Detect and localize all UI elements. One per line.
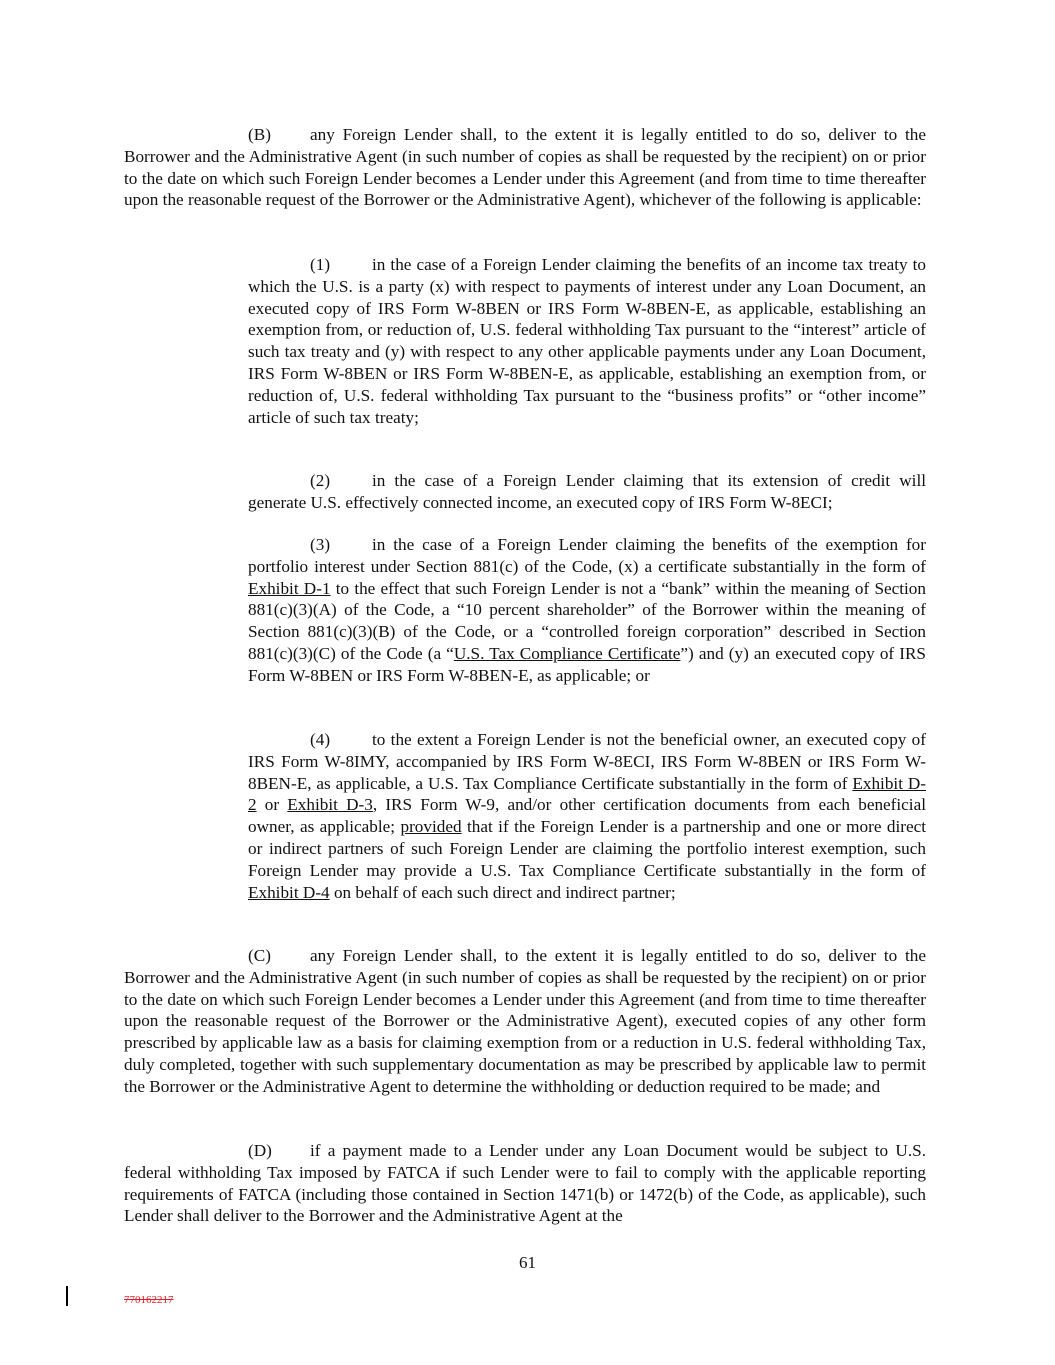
paragraph-text: , IRS Form W-9, and/or other certification documents from each beneficial owner, as applicable; (248, 795, 926, 837)
paragraph-label: (C) (248, 946, 271, 965)
provided-term: provided (400, 817, 462, 837)
paragraph-text: that if the Foreign Lender is a partnership and one or more direct or indirect partners of such Foreign Lender are claiming the portfolio interest exemption, such Foreign Lender may provide a U.S. Tax Compliance Certificate substantially in the form of (248, 817, 926, 880)
paragraph-label: (B) (248, 125, 271, 144)
revision-bar (66, 1286, 68, 1306)
tax-compliance-certificate-term: U.S. Tax Compliance Certificate (453, 643, 681, 663)
exhibit-d2-reference: Exhibit D-2 (248, 773, 926, 815)
paragraph-text: in the case of a Foreign Lender claiming the benefits of an income tax treaty to which the U.S. is a party (x) with respect to payments of interest under any Loan Document, an executed copy of IRS Form W-8BEN or IRS Form W-8BEN-E, as applicable, establishing an exemption from, or reduction of, U.S. federal withholding Tax pursuant to the “interest” article of such tax treaty and (y) with respect to any other applicable payments under any Loan Document, IRS Form W-8BEN or IRS Form W-8BEN-E, as applicable, establishing an exemption from, or reduction of, U.S. federal withholding Tax pursuant to the “business profits” or “other income” article of such tax treaty; (248, 255, 926, 427)
paragraph-text: any Foreign Lender shall, to the extent it is legally entitled to do so, deliver to the Borrower and the Administrative Agent (in such number of copies as shall be requested by the recipient) on or prior to the date on which such Foreign Lender becomes a Lender under this Agreement (and from time to time thereafter upon the reasonable request of the Borrower or the Administrative Agent), whichever of the following is applicable: (124, 125, 926, 210)
paragraph-label: (D) (248, 1141, 272, 1160)
paragraph-label: (4) (310, 730, 331, 749)
paragraph-text: any Foreign Lender shall, to the extent it is legally entitled to do so, deliver to the Borrower and the Administrative Agent (in such number of copies as shall be requested by the recipient) on or prior to the date on which such Foreign Lender becomes a Lender under this Agreement (and from time to time thereafter upon the reasonable request of the Borrower or the Administrative Agent), executed copies of any other form prescribed by applicable law as a basis for claiming exemption from or a reduction in U.S. federal withholding Tax, duly completed, together with such supplementary documentation as may be prescribed by applicable law to permit the Borrower or the Administrative Agent to determine the withholding or deduction required to be made; and (124, 946, 926, 1096)
paragraph-text: ”) and (y) an executed copy of IRS Form W-8BEN or IRS Form W-8BEN-E, as applicable; or (248, 643, 926, 685)
paragraph-b2 (248, 470, 926, 514)
paragraph-c (124, 945, 926, 1098)
page-number: 61 (519, 1253, 536, 1272)
paragraph-d (124, 1140, 926, 1227)
paragraph-text: or (256, 795, 288, 815)
paragraph-b1 (248, 254, 926, 428)
document-id: 770162217 (124, 1294, 174, 1306)
paragraph-label: (1) (310, 255, 331, 274)
paragraph-text: to the effect that such Foreign Lender is not a “bank” within the meaning of Section 881(c)(3)(A) of the Code, a “10 percent shareholder” of the Borrower within the meaning of Section 881(c)(3)(B) of the Code, or a “controlled foreign corporation” described in Section 881(c)(3)(C) of the Code (a “ (248, 578, 926, 663)
paragraph-label: (2) (310, 471, 331, 490)
exhibit-d3-reference: Exhibit D-3 (287, 795, 373, 815)
paragraph-b (124, 124, 926, 211)
paragraph-b3 (248, 534, 926, 687)
paragraph-text: on behalf of each such direct and indirect partner; (329, 882, 676, 902)
exhibit-d1-reference: Exhibit D-1 (248, 578, 331, 598)
paragraph-text: to the extent a Foreign Lender is not the beneficial owner, an executed copy of IRS Form W-8IMY, accompanied by IRS Form W-8ECI, IRS Form W-8BEN or IRS Form W-8BEN-E, as applicable, a U.S. Tax Compliance Certificate substantially in the form of (248, 730, 926, 793)
paragraph-b4 (248, 729, 926, 903)
exhibit-d4-reference: Exhibit D-4 (248, 882, 330, 902)
paragraph-text: in the case of a Foreign Lender claiming the benefits of the exemption for portfolio interest under Section 881(c) of the Code, (x) a certificate substantially in the form of (248, 535, 926, 576)
paragraph-text: in the case of a Foreign Lender claiming that its extension of credit will generate U.S. effectively connected income, an executed copy of IRS Form W-8ECI; (248, 471, 926, 512)
paragraph-text: if a payment made to a Lender under any Loan Document would be subject to U.S. federal withholding Tax imposed by FATCA if such Lender were to fail to comply with the applicable reporting requirements of FATCA (including those contained in Section 1471(b) or 1472(b) of the Code, as applicable), such Lender shall deliver to the Borrower and the Administrative Agent at the (124, 1141, 926, 1226)
paragraph-label: (3) (310, 535, 331, 554)
